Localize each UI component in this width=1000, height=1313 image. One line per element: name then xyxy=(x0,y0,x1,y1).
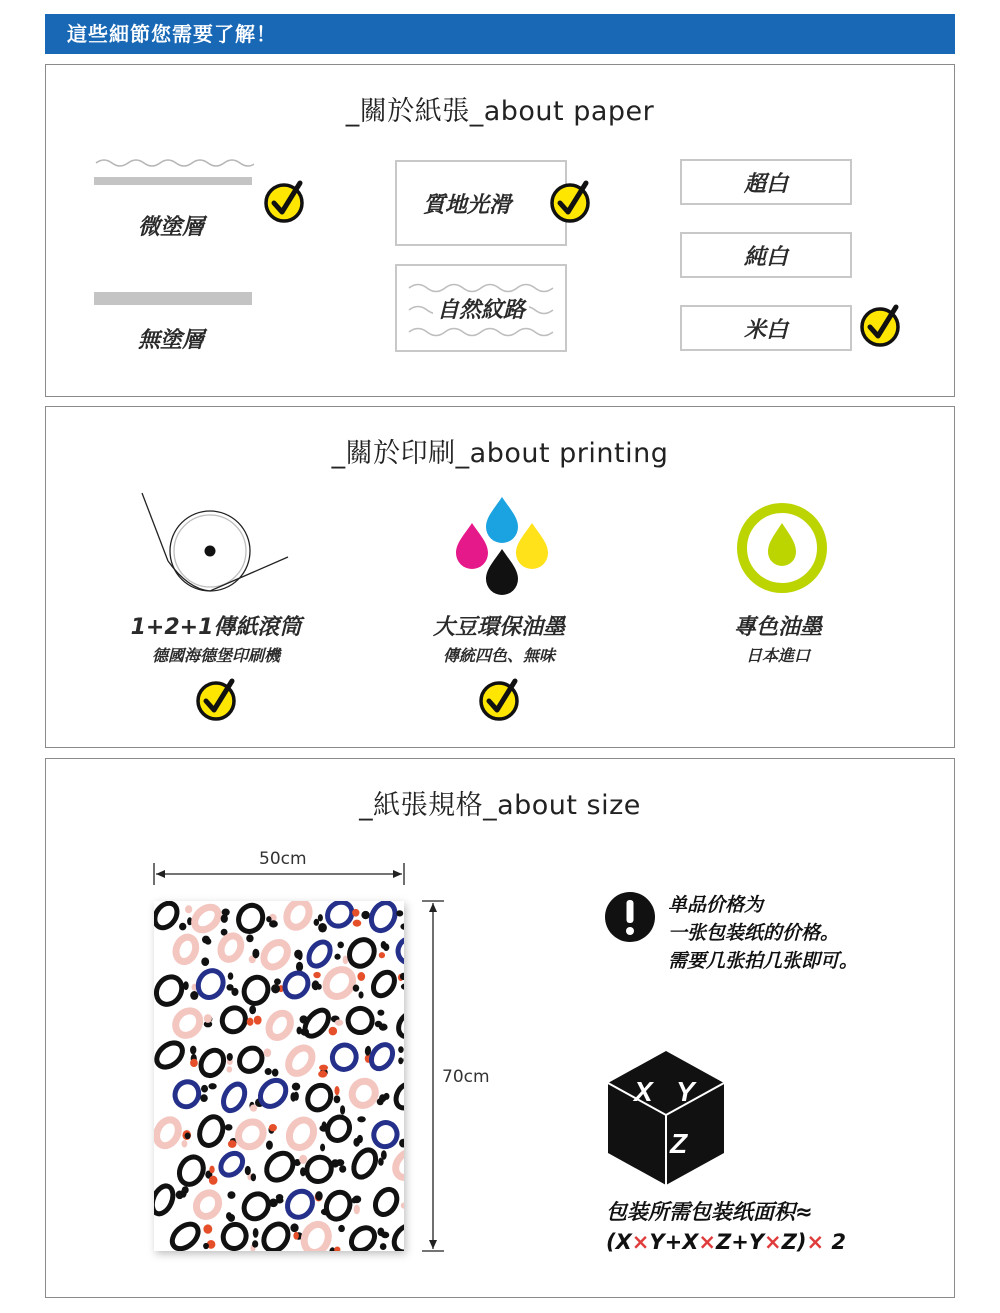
pattern-dot xyxy=(334,1095,341,1103)
pattern-dot xyxy=(329,1027,337,1036)
pattern-dot xyxy=(334,1086,339,1095)
texture-label-natural: 自然紋路 xyxy=(433,293,529,324)
color-box-off-white xyxy=(680,305,852,351)
area-formula xyxy=(606,1197,846,1257)
pattern-dot xyxy=(201,1085,208,1093)
color-box-super-white xyxy=(680,159,852,205)
pattern-ring xyxy=(370,1119,400,1150)
price-note xyxy=(668,891,858,975)
pattern-dot xyxy=(399,1139,404,1148)
cube-label-x: X xyxy=(634,1076,653,1107)
pattern-dot xyxy=(318,923,327,932)
pattern-dot xyxy=(396,910,403,916)
pattern-dot xyxy=(315,1191,322,1200)
pattern-ring xyxy=(302,1152,336,1186)
pattern-dot xyxy=(246,934,253,942)
pattern-ring xyxy=(369,968,399,999)
pattern-dot xyxy=(269,1124,277,1131)
pattern-dot xyxy=(299,1155,307,1164)
pattern-ring xyxy=(154,1116,183,1149)
pattern-dot xyxy=(185,1132,191,1139)
pattern-dot xyxy=(269,1199,278,1208)
printing-title: _關於印刷_about printing xyxy=(331,438,669,469)
pattern-dot xyxy=(247,1018,254,1026)
printing-panel xyxy=(45,406,955,748)
texture-label-smooth: 質地光滑 xyxy=(422,192,511,218)
price-note-line-3: 需要几张拍几张即可。 xyxy=(668,950,859,972)
formula-term: 2 xyxy=(824,1230,847,1254)
exclamation-icon xyxy=(604,891,656,943)
price-note-line-1: 单品价格为 xyxy=(668,894,764,916)
pattern-dot xyxy=(226,1212,232,1220)
pattern-dot xyxy=(379,952,385,958)
pattern-dot xyxy=(334,954,340,960)
pattern-dot xyxy=(252,1240,258,1247)
pattern-ring xyxy=(393,934,404,967)
pattern-dot xyxy=(274,978,281,985)
printing-item-1-subtitle: 德國海德堡印刷機 xyxy=(151,646,280,665)
pattern-ring xyxy=(367,1041,397,1073)
pattern-dot xyxy=(357,972,365,981)
pattern-dot xyxy=(200,1094,208,1102)
pattern-dot xyxy=(294,950,302,959)
banner-title: 這些細節您需要了解！ xyxy=(67,22,277,46)
pattern-ring xyxy=(190,903,222,935)
pattern-dot xyxy=(365,1046,371,1055)
pattern-ring xyxy=(322,1188,354,1222)
pattern-dot xyxy=(296,1027,301,1035)
pattern-dot xyxy=(209,1166,214,1174)
pattern-ring xyxy=(235,1044,267,1076)
pattern-ring xyxy=(347,1223,379,1251)
pattern-dot xyxy=(228,1140,237,1148)
pattern-ring xyxy=(192,1189,223,1221)
formula-term: (X xyxy=(606,1230,632,1254)
pattern-dot xyxy=(379,1023,388,1030)
pattern-ring xyxy=(323,901,357,931)
height-label: 70cm xyxy=(442,1067,490,1087)
micro-coating-wave-icon xyxy=(94,155,254,185)
color-box-pure-white xyxy=(680,232,852,278)
pattern-ring xyxy=(154,901,182,932)
pattern-ring xyxy=(218,1004,250,1037)
pattern-ring xyxy=(392,1081,404,1112)
pattern-ring xyxy=(173,934,199,964)
pattern-dot xyxy=(337,942,344,949)
pattern-ring xyxy=(171,1006,205,1040)
pattern-ring xyxy=(220,1221,250,1251)
pattern-dot xyxy=(254,1016,262,1025)
pattern-ring xyxy=(168,1219,203,1251)
header-banner xyxy=(45,14,955,54)
texture-box-smooth xyxy=(395,160,567,246)
pattern-ring xyxy=(305,938,335,970)
pattern-ring xyxy=(154,1183,177,1217)
formula-times-sign: × xyxy=(806,1230,825,1254)
pattern-ring xyxy=(259,1219,293,1251)
pattern-ring xyxy=(323,1113,353,1144)
formula-times-sign: × xyxy=(631,1230,650,1254)
pattern-dot xyxy=(318,1071,327,1078)
pattern-dot xyxy=(222,908,230,915)
check-icon xyxy=(194,677,240,723)
paper-panel xyxy=(45,64,955,397)
pattern-ring xyxy=(154,1038,187,1072)
pattern-ring xyxy=(328,1041,360,1073)
pattern-ring xyxy=(196,1046,228,1080)
pattern-ring xyxy=(348,1077,380,1109)
pattern-dot xyxy=(226,1066,232,1072)
pattern-dot xyxy=(227,1191,235,1199)
pattern-dot xyxy=(227,1053,233,1061)
pattern-ring xyxy=(265,1009,295,1041)
pattern-dot xyxy=(354,1205,360,1215)
pattern-dot xyxy=(334,1246,340,1251)
pattern-ring xyxy=(175,1153,208,1188)
pattern-dot xyxy=(190,1059,198,1067)
pattern-ring xyxy=(171,1078,203,1111)
printing-item-1-title: 1+2+1傳紙滾筒 xyxy=(130,615,302,640)
pattern-ring xyxy=(217,1149,247,1179)
pattern-ring xyxy=(345,935,379,971)
pattern-dot xyxy=(179,923,186,931)
pattern-ring xyxy=(282,1186,317,1222)
pattern-dot xyxy=(318,914,323,921)
printing-item-2-title: 大豆環保油墨 xyxy=(432,615,565,640)
pattern-dot xyxy=(319,1065,328,1071)
pattern-ring xyxy=(233,1117,268,1152)
pattern-dot xyxy=(245,1166,251,1175)
pattern-dot xyxy=(340,1105,345,1114)
pattern-dot xyxy=(204,1014,212,1023)
pattern-ring xyxy=(261,1148,298,1185)
pattern-dot xyxy=(250,1104,257,1111)
pattern-ring xyxy=(217,933,244,963)
pattern-dot xyxy=(201,957,209,966)
pattern-dot xyxy=(182,1186,189,1193)
pattern-ring xyxy=(280,968,312,1001)
width-label: 50cm xyxy=(259,849,307,869)
pattern-dot xyxy=(335,1019,343,1025)
pattern-ring xyxy=(283,901,314,931)
pattern-dot xyxy=(252,949,259,959)
pattern-dot xyxy=(353,985,359,992)
pattern-dot xyxy=(228,972,234,980)
pattern-dot xyxy=(190,991,198,1000)
pattern-dot xyxy=(353,920,362,927)
pattern-dot xyxy=(398,1057,403,1064)
cube-label-z: Z xyxy=(670,1128,688,1159)
pattern-dot xyxy=(249,1005,256,1014)
texture-box-natural xyxy=(395,264,567,352)
check-icon xyxy=(262,179,308,225)
pattern-ring xyxy=(321,964,358,1002)
pattern-dot xyxy=(265,1068,272,1075)
paper-roller-icon xyxy=(138,489,298,599)
color-label-pure-white: 純白 xyxy=(743,244,788,270)
color-label-super-white: 超白 xyxy=(743,171,788,197)
pattern-dot xyxy=(377,1098,384,1105)
pattern-dot xyxy=(398,1046,403,1053)
formula-term: Y+X xyxy=(649,1230,699,1254)
box-cube-icon xyxy=(604,1049,728,1189)
pattern-ring xyxy=(195,1113,227,1149)
pattern-ring xyxy=(259,938,292,972)
pattern-dot xyxy=(384,1093,390,1100)
pattern-ring xyxy=(391,1147,404,1183)
pattern-dot xyxy=(296,962,303,972)
pattern-dot xyxy=(320,1144,325,1152)
pattern-ring xyxy=(367,901,400,935)
pattern-dot xyxy=(381,941,387,949)
size-title: _紙張規格_about size xyxy=(359,790,641,821)
size-panel xyxy=(45,758,955,1298)
pattern-dot xyxy=(312,980,320,990)
pattern-dot xyxy=(377,1010,384,1016)
pattern-dot xyxy=(203,1243,209,1249)
price-note-line-2: 一张包装纸的价格。 xyxy=(668,922,840,944)
formula-line-1: 包装所需包装纸面积≈ xyxy=(606,1200,813,1224)
pattern-dot xyxy=(264,1048,272,1057)
pattern-dot xyxy=(338,1225,345,1232)
pattern-dot xyxy=(190,1046,196,1055)
printing-item-3-title: 專色油墨 xyxy=(733,615,822,640)
pattern-ring xyxy=(154,972,187,1009)
check-icon xyxy=(477,677,523,723)
formula-term: Z) xyxy=(781,1230,807,1254)
pattern-ring xyxy=(240,974,272,1008)
wrapping-paper-sample xyxy=(154,901,404,1251)
pattern-dot xyxy=(202,936,210,944)
color-label-off-white: 米白 xyxy=(743,317,788,343)
pattern-dot xyxy=(182,1140,188,1147)
formula-times-sign: × xyxy=(698,1230,717,1254)
cmyk-ink-drops-icon xyxy=(454,495,550,595)
printing-item-2-subtitle: 傳統四色、無味 xyxy=(442,646,555,665)
pattern-dot xyxy=(359,991,364,998)
pattern-ring xyxy=(285,1116,318,1152)
pattern-dot xyxy=(225,1124,233,1130)
pattern-dot xyxy=(183,981,189,990)
pattern-dot xyxy=(339,1165,346,1172)
pattern-ring xyxy=(303,1081,335,1114)
pattern-dot xyxy=(269,920,278,927)
paper-title: _關於紙張_about paper xyxy=(345,96,655,127)
pattern-dot xyxy=(293,1232,298,1240)
pattern-dot xyxy=(231,988,238,996)
pattern-dot xyxy=(290,1223,298,1232)
pattern-dot xyxy=(381,1232,389,1239)
pattern-dot xyxy=(272,1069,279,1077)
printing-item-3-subtitle: 日本進口 xyxy=(745,646,810,665)
pattern-dot xyxy=(293,1092,298,1101)
pattern-ring xyxy=(219,1080,249,1114)
pattern-dot xyxy=(357,1135,363,1143)
pattern-ring xyxy=(394,1009,404,1041)
pattern-dot xyxy=(380,1243,387,1250)
pattern-ring xyxy=(300,1221,332,1251)
pattern-dot xyxy=(361,911,369,919)
formula-line-2 xyxy=(606,1227,846,1257)
coating-label-micro: 微塗層 xyxy=(137,215,204,240)
leopard-pattern-image xyxy=(154,901,404,1251)
pattern-dot xyxy=(185,905,192,913)
check-icon xyxy=(548,179,594,225)
pattern-ring xyxy=(239,1189,273,1224)
no-coating-bar-icon xyxy=(94,290,254,306)
pattern-dot xyxy=(357,1116,366,1122)
formula-times-sign: × xyxy=(764,1230,782,1254)
formula-term: Z+Y xyxy=(716,1230,765,1254)
cube-label-y: Y xyxy=(676,1076,695,1107)
pattern-ring xyxy=(300,1006,333,1041)
pattern-dot xyxy=(266,1140,273,1149)
pattern-ring xyxy=(389,1220,404,1251)
pattern-dot xyxy=(400,923,404,930)
pattern-dot xyxy=(276,1194,284,1200)
pattern-dot xyxy=(209,1176,218,1185)
pattern-ring xyxy=(371,1186,401,1219)
pattern-dot xyxy=(331,1159,339,1167)
pattern-dot xyxy=(313,972,320,978)
pattern-dot xyxy=(401,983,404,989)
pattern-ring xyxy=(345,1005,376,1036)
pattern-ring xyxy=(193,966,227,1002)
pattern-dot xyxy=(208,1083,216,1089)
pattern-ring xyxy=(234,901,267,935)
pattern-dot xyxy=(253,1228,259,1238)
pattern-dot xyxy=(381,1150,387,1159)
pattern-dot xyxy=(271,984,280,993)
pattern-dot xyxy=(352,909,359,917)
pattern-ring xyxy=(284,1043,317,1077)
spot-color-ink-icon xyxy=(735,501,829,595)
width-dimension-arrow xyxy=(150,861,410,887)
pattern-ring xyxy=(349,1146,380,1181)
check-icon xyxy=(858,303,904,349)
pattern-dot xyxy=(352,1197,357,1203)
pattern-dot xyxy=(292,1083,300,1091)
coating-label-none: 無塗層 xyxy=(137,328,204,353)
pattern-dot xyxy=(251,1173,256,1181)
pattern-dot xyxy=(401,1202,404,1208)
pattern-dot xyxy=(203,1224,212,1233)
